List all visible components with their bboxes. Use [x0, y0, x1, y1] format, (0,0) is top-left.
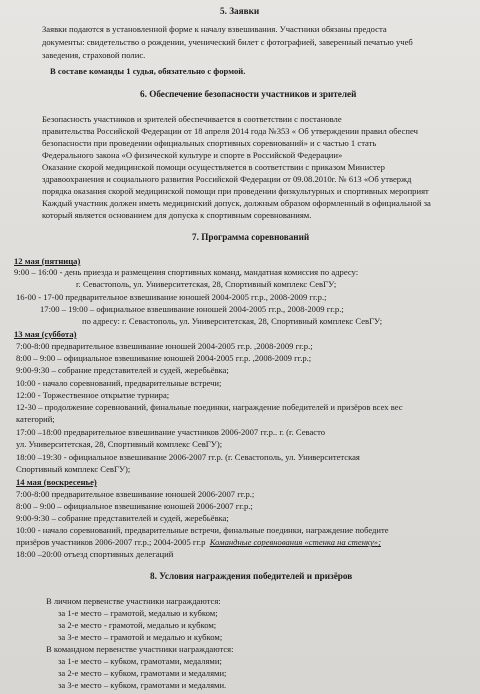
day-2-line-8: 17:00 –18:00 предварительное взвешивание участников 2006-2007 гг.р.. г. (г. Севасто: [16, 427, 326, 437]
day-2-line-7: категорий;: [16, 414, 55, 424]
s6-line-5: Оказание скорой медицинской помощи осуществляется в соответствии с приказом Министер: [42, 162, 385, 172]
section-5-heading: 5. Заявки: [220, 6, 260, 16]
day-2-line-4: 10:00 - начало соревнований, предварительные встречи;: [16, 378, 222, 388]
day-3-title: 14 мая (воскресенье): [16, 477, 97, 487]
s6-line-3: безопасности при проведении официальных спортивных соревнований» и с частью 1 стать: [42, 138, 377, 148]
s5-line-2: документы: свидетельство о рождении, ученический билет с фотографией, заверенный печатью учеб: [42, 37, 413, 47]
day-2-line-1: 7:00-8:00 предварительное взвешивание юношей 2004-2005 гг.р. ,2008-2009 гг.р.;: [16, 341, 313, 351]
day-1-line-3: 16-00 - 17-00 предварительное взвешивание юношей 2004-2005 гг.р., 2008-2009 гг.р.;: [16, 292, 327, 302]
personal-place-2: за 2-е место - грамотой, медалью и кубком;: [58, 620, 217, 630]
s6-line-1: Безопасность участников и зрителей обеспечивается в соответствии с постановле: [42, 114, 342, 124]
day-1-line-4: 17:00 – 19:00 – официальное взвешивание юношей 2004-2005 гг.р., 2008-2009 гг.р.;: [40, 304, 344, 314]
day-2-line-3: 9:00-9:30 – собрание представителей и судей, жеребьёвка;: [16, 365, 229, 375]
section-8-heading: 8. Условия награждения победителей и призёров: [150, 571, 353, 581]
day-3-line-5: призёров участников 2006-2007 гг.р.; 2004-2005 гг.р: [16, 537, 206, 547]
day-3-line-1: 7:00-8:00 предварительное взвешивание юношей 2006-2007 гг.р.;: [16, 489, 255, 499]
day-2-line-2: 8:00 – 9:00 – официальное взвешивание юношей 2004-2005 гг.р. ,2008-2009 гг.р.;: [16, 353, 312, 363]
day-3-line-5-row: [16, 537, 381, 548]
s5-line-1: Заявки подаются в установленной форме к началу взвешивания. Участники обязаны предоста: [42, 24, 387, 34]
day-1-line-5: по адресу: г. Севастополь, ул. Университетская, 28, Спортивный комплекс СевГУ;: [82, 316, 383, 326]
day-3-line-2: 8:00 – 9:00 – официальное взвешивание юношей 2006-2007 гг.р.;: [16, 501, 253, 511]
personal-title: В личном первенстве участники награждаются:: [46, 596, 221, 606]
team-competition-note: Командные соревнования «стенка на стенку»;: [209, 537, 381, 547]
personal-place-3: за 3-е место – грамотой и медалью и кубком;: [58, 632, 223, 642]
day-3-line-4: 10:00 - начало соревнований, предварительные встречи, финальные поединки, награждение победите: [16, 525, 389, 535]
s5-line-3: заведения, страховой полис.: [42, 50, 146, 60]
s6-line-4: Федерального закона «О физической культуре и спорте в Российской Федерации»: [42, 150, 343, 160]
team-place-2: за 2-е место – кубком, грамотами и медалями;: [58, 668, 227, 678]
s6-line-7: порядка оказания скорой медицинской помощи при проведении физкультурных и спортивных мероприят: [42, 186, 429, 196]
day-2-line-6: 12-30 – продолжение соревнований, финальные поединки, награждение победителей и призёров всех вес: [16, 402, 403, 412]
team-place-3: за 3-е место – кубком, грамотами и медалями.: [58, 680, 227, 690]
section-6-heading: 6. Обеспечение безопасности участников и зрителей: [140, 89, 357, 99]
s6-line-8: Каждый участник должен иметь медицинский допуск, должным образом оформленный в официальной за: [42, 198, 431, 208]
day-3-line-3: 9:00-9:30 – собрание представителей и судей, жеребьёвка;: [16, 513, 229, 523]
s6-line-6: здравоохранения и социального развития Российской Федерации от 09.08.2010г. № 613 «Об утвержд: [42, 174, 412, 184]
team-place-1: за 1-е место – кубком, грамотами, медалями;: [58, 656, 222, 666]
day-2-title: 13 мая (суббота): [14, 329, 77, 339]
day-2-line-10: 18:00 –19:30 - официальное взвешивание 2006-2007 гг.р. (г. Севастополь, ул. Университетская: [16, 452, 360, 462]
s5-bold-note: В составе команды 1 судья, обязательно с формой.: [50, 66, 246, 76]
section-7-heading: 7. Программа соревнований: [192, 232, 310, 242]
day-2-line-5: 12:00 - Торжественное открытие турнира;: [16, 390, 170, 400]
day-3-last-line: 18:00 –20:00 отъезд спортивных делегаций: [16, 549, 174, 559]
personal-place-1: за 1-е место – грамотой, медалью и кубком;: [58, 608, 218, 618]
day-2-line-11: Спортивный комплекс СевГУ);: [16, 464, 131, 474]
day-1-title: 12 мая (пятница): [14, 256, 81, 266]
day-1-line-1: 9:00 – 16:00 - день приезда и размещения спортивных команд, мандатная комиссия по адресу:: [14, 267, 359, 277]
s6-line-9: который является основанием для допуска к спортивным соревнованиям.: [42, 210, 312, 220]
day-2-line-9: ул. Университетская, 28, Спортивный комплекс СевГУ);: [16, 439, 223, 449]
day-1-line-2: г. Севастополь, ул. Университетская, 28, Спортивный комплекс СевГУ;: [76, 279, 337, 289]
s6-line-2: правительства Российской Федерации от 18 апреля 2014 года №353 « Об утверждении правил обеспеч: [42, 126, 418, 136]
team-title: В командном первенстве участники награждаются:: [46, 644, 234, 654]
